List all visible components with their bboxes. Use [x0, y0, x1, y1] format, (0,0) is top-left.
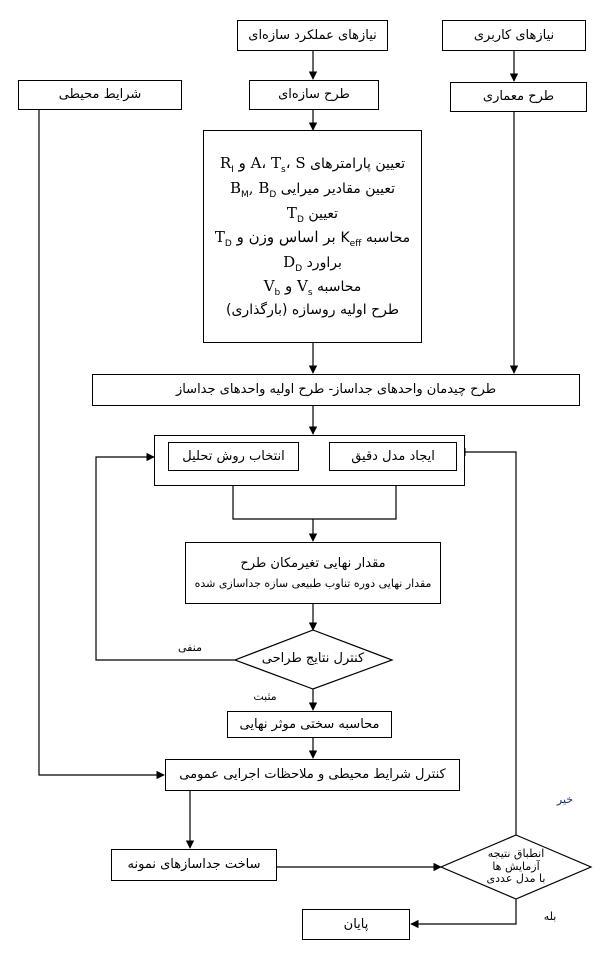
parameter-sub2: I [231, 165, 234, 176]
test-match-line-1: انطباق نتیجه [487, 847, 545, 860]
structural-design-box [249, 80, 379, 110]
parameters-box [203, 130, 422, 343]
parameter-mid: بر اساس وزن و T [214, 228, 341, 247]
structural-needs-box [237, 20, 388, 51]
end-label: پایان [343, 916, 369, 932]
parameter-sub2: b [274, 288, 281, 299]
env-conditions-box [18, 80, 182, 110]
parameter-pre: محاسبه K [340, 230, 411, 247]
parameter-sub1: eff [349, 238, 362, 249]
parameter-sub2: D [224, 238, 232, 249]
user-needs-label: نیازهای کاربری [473, 27, 555, 43]
parameter-line [215, 277, 410, 299]
env-check-label: کنترل شرایط محیطی و ملاحظات اجرایی عمومی [179, 767, 446, 783]
analysis-method-box [168, 442, 299, 471]
parameter-pre: براورد [302, 254, 342, 271]
test-match-label [466, 848, 566, 886]
arrow-test-no-loop [458, 452, 516, 835]
arrow-env-to-check [39, 110, 164, 775]
parameter-pre: تعیین پارامترهای [305, 156, 406, 173]
parameter-sub1: s [307, 288, 313, 299]
precise-model-label: ایجاد مدل دقیق [351, 448, 435, 464]
yes-label: بله [543, 910, 557, 923]
parameter-sub1: M [241, 189, 249, 200]
parameter-line [215, 253, 410, 275]
isolator-layout-label: طرح چیدمان واحدهای جداساز- طرح اولیه واحدهای جداساز [175, 382, 497, 398]
no-label: خیر [556, 793, 574, 806]
analysis-method-label: انتخاب روش تحلیل [182, 448, 285, 464]
parameter-line [215, 179, 410, 201]
final-displacement-label: مقدار نهایی تغیرمکان طرح [240, 555, 386, 571]
parameter-sub1: D [296, 214, 304, 225]
architectural-design-box [450, 82, 587, 112]
parameter-pre: تعیین [303, 205, 339, 222]
bracket-model-group [233, 486, 396, 519]
env-conditions-label: شرایط محیطی [58, 87, 142, 103]
prototype-box [111, 849, 277, 881]
isolator-layout-box [92, 374, 580, 406]
effective-stiffness-label: محاسبه سختی موثر نهایی [239, 716, 380, 732]
structural-design-label: طرح سازه‌ای [278, 87, 350, 103]
design-check-label: کنترل نتایج طراحی [261, 651, 365, 666]
end-box [302, 909, 410, 940]
parameter-line [215, 154, 410, 176]
parameter-sub2: D [269, 189, 277, 200]
parameter-line [215, 228, 410, 250]
positive-label: مثبت [253, 690, 277, 703]
prototype-label: ساخت جداسازهای نمونه [127, 857, 261, 873]
parameter-lat: D [283, 252, 296, 271]
final-values-box [185, 542, 441, 604]
negative-label: منفی [178, 641, 202, 654]
parameter-lat: V [297, 277, 308, 296]
parameter-sub1: D [295, 263, 303, 274]
parameter-pre: تعیین مقادیر میرایی [276, 180, 396, 197]
architectural-design-label: طرح معماری [482, 89, 555, 105]
parameters-list [215, 151, 410, 321]
parameter-lat: B [230, 178, 242, 197]
parameter-line [215, 302, 410, 319]
structural-needs-label: نیازهای عملکرد سازه‌ای [248, 27, 377, 43]
parameter-sub1: s [281, 165, 286, 176]
parameter-pre: محاسبه [312, 279, 362, 296]
user-needs-box [442, 20, 586, 51]
parameter-mid: , B [248, 178, 270, 197]
parameter-mid: و V [263, 277, 298, 296]
test-match-line-3: با مدل عددی [486, 872, 546, 886]
final-period-label: مقدار نهایی دوره تناوب طبیعی سازه جداسازی شده [194, 577, 432, 591]
parameter-lat: A، T [250, 154, 282, 173]
parameter-line [215, 204, 410, 226]
parameter-mid: ، S و R [219, 154, 306, 173]
parameter-lat: T [286, 203, 297, 222]
parameter-pre: طرح اولیه روسازه (بارگذاری) [226, 301, 399, 318]
arrow-test-yes-end [411, 899, 516, 924]
test-match-line-2: آزمایش ها [492, 859, 540, 873]
effective-stiffness-box [227, 711, 392, 738]
env-check-box [165, 759, 460, 791]
precise-model-box [329, 442, 457, 471]
